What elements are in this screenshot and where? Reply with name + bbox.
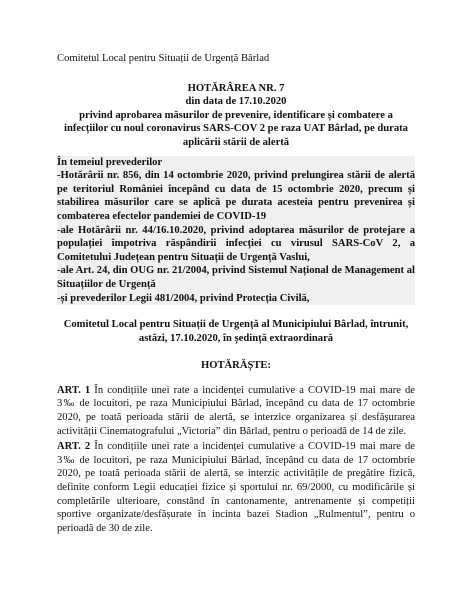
article-2 [57,440,415,535]
legal-basis-item: -ale Hotărârii nr. 44/16.10.2020, privind adoptarea măsurilor de protejare a populației împotriva răspândirii infecției cu virusul SARS-CoV 2, a Comitetului Județean pentru Situații de Urgență Vaslui, [57,224,415,263]
decision-title: HOTĂRÂREA NR. 7 [187,82,285,94]
article-text: În condițiile unei rate a incidenței cumulative a COVID-19 mai mare de 3‰ de locuitori, pe raza Municipiului Bârlad, începând cu data de 17 octombrie 2020, pe toată perioada stării de alertă, se interzic activitățile de pregătire fizică, definite conform Legii educației fizice și sportului nr. 69/2000, cu modificările și completările ulterioare, constând în cantonamente, antrenamente și competiții sportive organizate/desfășurate în incinta bazei Stadion „Rulmentul”, pentru o perioadă de 30 de zile. [57,441,415,534]
decision-heading [57,82,415,150]
article-text: În condițiile unei rate a incidenței cumulative a COVID-19 mai mare de 3‰ de locuitori, pe raza Municipiului Bârlad, începând cu data de 17 octombrie 2020, pe toată perioada stării de alertă, se interzice organizarea și desfășurarea activității Cinematografului „Victoria” din Bârlad, pentru o perioadă de 14 de zile. [57,384,415,437]
article-label: ART. 2 [57,441,91,453]
decision-subject-line: privind aprobarea măsurilor de prevenire, identificare și combatere a [79,109,393,121]
decides-heading [57,359,415,373]
legal-basis-item: -Hotărârii nr. 856, din 14 octombrie 2020, privind prelungirea stării de alertă pe teritoriul României începând cu data de 15 octombrie 2020, precum și stabilirea măsurilor care se aplică pe durata acesteia pentru prevenirea și combaterea efectelor pandemiei de COVID-19 [57,170,415,222]
article-1 [57,384,415,438]
legal-basis-intro: În temeiul prevederilor [57,156,163,168]
decision-subject-line: infecțiilor cu noul coronavirus SARS-COV 2 pe raza UAT Bârlad, pe durata [64,123,408,135]
council-line: Comitetul Local pentru Situații de Urgență al Municipiului Bârlad, întrunit, [63,319,409,331]
organization-header: Comitetul Local pentru Situații de Urgență Bârlad [57,53,270,64]
legal-basis-section [57,156,415,306]
legal-basis-item: -și prevederilor Legii 481/2004, privind Protecția Civilă, [57,292,310,304]
legal-basis-item: -ale Art. 24, din OUG nr. 21/2004, privind Sistemul Național de Management al Situațiilor de Urgență [57,265,415,290]
article-label: ART. 1 [57,384,91,396]
decides-label: HOTĂRĂȘTE: [200,360,272,372]
council-statement [57,318,415,345]
council-line: astăzi, 17.10.2020, în ședință extraordinară [138,332,334,344]
document-body [57,52,415,537]
decision-date: din data de 17.10.2020 [185,96,287,108]
decision-subject-line: aplicării stării de alertă [182,136,290,148]
